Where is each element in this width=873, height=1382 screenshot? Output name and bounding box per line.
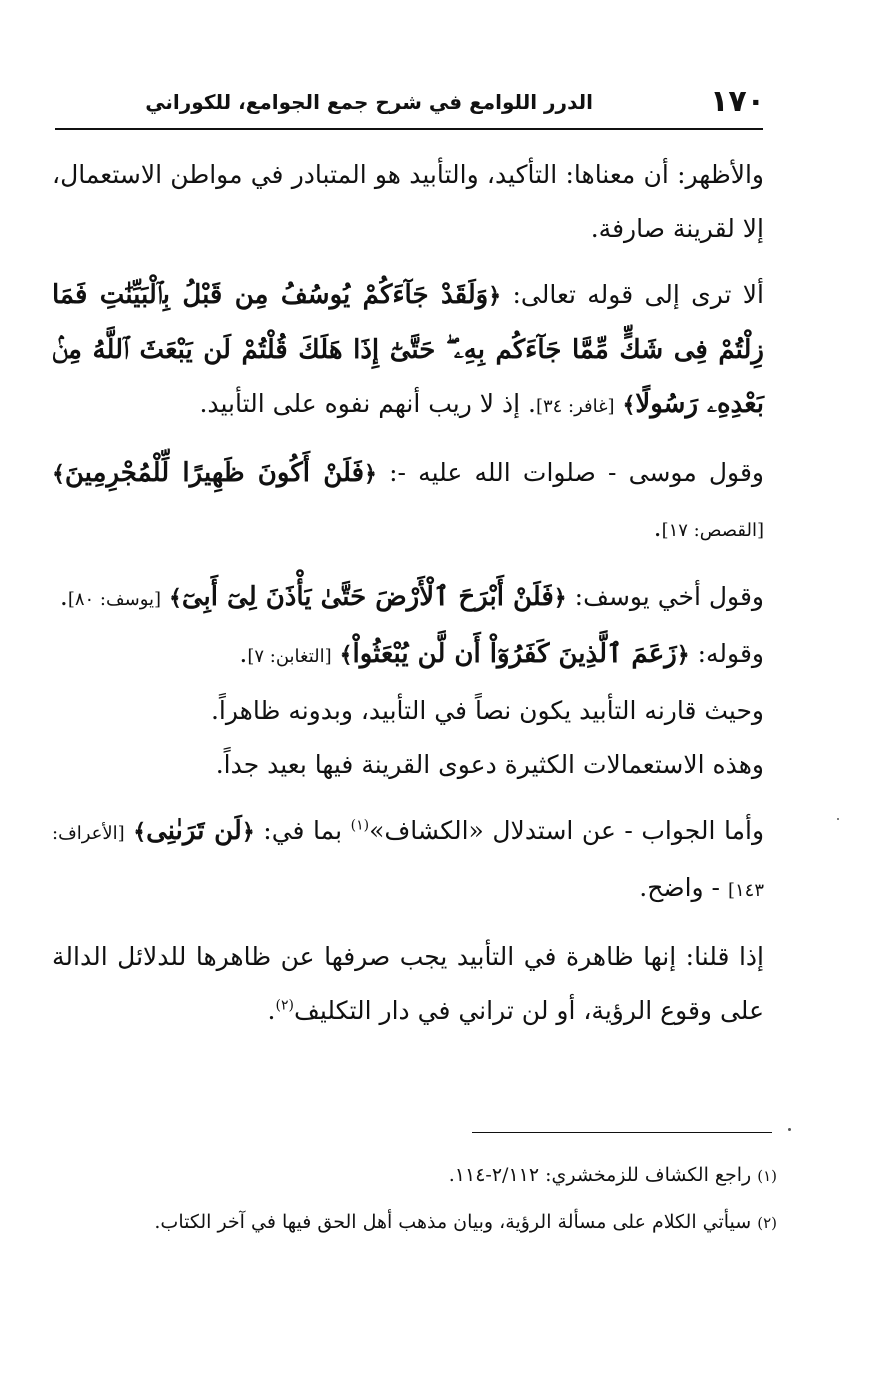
verse-reference-araf: [الأعراف: ١٤٣] (52, 823, 764, 901)
header-rule (55, 128, 763, 130)
paragraph-1 (52, 148, 764, 256)
verse-reference-yusuf: [يوسف: ٨٠] (67, 589, 162, 610)
footnote-1-number: (١) (757, 1167, 777, 1185)
paragraph-9 (52, 930, 764, 1038)
paragraph-8-rest: - واضح. (639, 873, 720, 902)
quran-bracket-open: ﴿ (241, 819, 255, 845)
quran-bracket-open: ﴿ (553, 585, 567, 611)
paragraph-8-mid: بما في: (263, 816, 343, 845)
paragraph-4 (52, 570, 764, 627)
period: . (59, 582, 68, 611)
paragraph-6 (52, 684, 764, 738)
verse-reference-ghafir: [غافر: ٣٤] (535, 396, 615, 417)
footnote-separator (472, 1132, 772, 1133)
quran-verse-qasas: فَلَنْ أَكُونَ ظَهِيرًا لِّلْمُجْرِمِينَ (64, 458, 365, 488)
quran-bracket-close: ﴾ (52, 461, 65, 487)
paragraph-7-text: وهذه الاستعمالات الكثيرة دعوى القرينة فيها بعيد جداً. (215, 750, 764, 779)
paragraph-1-text: والأظهر: أن معناها: التأكيد، والتأبيد هو المتبادر في مواطن الاستعمال، إلا لقرينة صارفة. (52, 160, 764, 243)
paper-speck (788, 1128, 791, 1131)
paragraph-8-intro: وأما الجواب - عن استدلال «الكشاف» (369, 816, 765, 845)
period: . (267, 996, 276, 1025)
footnotes (52, 1152, 777, 1246)
paragraph-2-intro: ألا ترى إلى قوله تعالى: (512, 280, 764, 309)
footnote-1 (52, 1152, 777, 1199)
quran-verse-taghabun: زَعَمَ ٱلَّذِينَ كَفَرُوٓاْ أَن لَّن يُبْعَثُواْ (352, 639, 677, 669)
footnote-2-number: (٢) (757, 1214, 777, 1232)
quran-bracket-open: ﴿ (676, 642, 690, 668)
running-header (55, 82, 765, 128)
main-text (52, 148, 764, 1050)
quran-bracket-close: ﴾ (168, 585, 182, 611)
page-number: ١٧٠ (710, 84, 765, 119)
paragraph-8 (52, 804, 764, 918)
paragraph-3 (52, 446, 764, 558)
footnote-marker-2[interactable]: (٢) (275, 997, 294, 1014)
paragraph-2-rest: . إذ لا ريب أنهم نفوه على التأبيد. (199, 389, 536, 418)
quran-bracket-close: ﴾ (622, 392, 636, 418)
footnote-2 (52, 1199, 777, 1246)
footnote-1-text: راجع الكشاف للزمخشري: ٢/١١٢-١١٤. (448, 1164, 752, 1186)
quran-verse-araf: لَن تَرَىٰنِى (146, 816, 242, 846)
paragraph-7 (52, 738, 764, 792)
paragraph-5-intro: وقوله: (697, 639, 764, 668)
quran-verse-yusuf: فَلَنْ أَبْرَحَ ٱلْأَرْضَ حَتَّىٰ يَأْذَنَ لِىٓ أَبِىٓ (181, 582, 554, 612)
quran-bracket-close: ﴾ (339, 642, 353, 668)
quran-bracket-open: ﴿ (488, 283, 502, 309)
running-title: الدرر اللوامع في شرح جمع الجوامع، للكوراني (145, 90, 593, 114)
period: . (239, 639, 248, 668)
verse-reference-qasas: [القصص: ١٧] (661, 520, 764, 541)
paragraph-5 (52, 627, 764, 684)
paragraph-4-intro: وقول أخي يوسف: (574, 582, 764, 611)
quran-bracket-close: ﴾ (133, 819, 147, 845)
quran-verse-ghafir: وَلَقَدْ جَآءَكُمْ يُوسُفُ مِن قَبْلُ بِٱلْبَيِّنَٰتِ فَمَا زِلْتُمْ فِى شَكٍّ مِّمَّا جَآءَكُم بِهِۦ ۖ حَتَّىٰٓ إِذَا هَلَكَ قُلْتُمْ لَن يَبْعَثَ ٱللَّهُ مِنۢ بَعْدِهِۦ رَسُولًا (52, 280, 764, 419)
paragraph-9-text: إذا قلنا: إنها ظاهرة في التأبيد يجب صرفها عن ظاهرها للدلائل الدالة على وقوع الرؤية، أو لن تراني في دار التكليف (52, 942, 764, 1025)
footnote-marker-1[interactable]: (١) (350, 817, 370, 834)
period: . (653, 513, 662, 542)
verse-reference-taghabun: [التغابن: ٧] (247, 646, 332, 667)
quran-bracket-open: ﴿ (364, 461, 377, 487)
footnote-2-text: سيأتي الكلام على مسألة الرؤية، وبيان مذهب أهل الحق فيها في آخر الكتاب. (154, 1211, 752, 1233)
paper-speck (837, 818, 839, 820)
paragraph-2 (52, 268, 764, 434)
paragraph-3-intro: وقول موسى - صلوات الله عليه -: (389, 458, 764, 487)
paragraph-6-text: وحيث قارنه التأبيد يكون نصاً في التأبيد، وبدونه ظاهراً. (210, 696, 764, 725)
